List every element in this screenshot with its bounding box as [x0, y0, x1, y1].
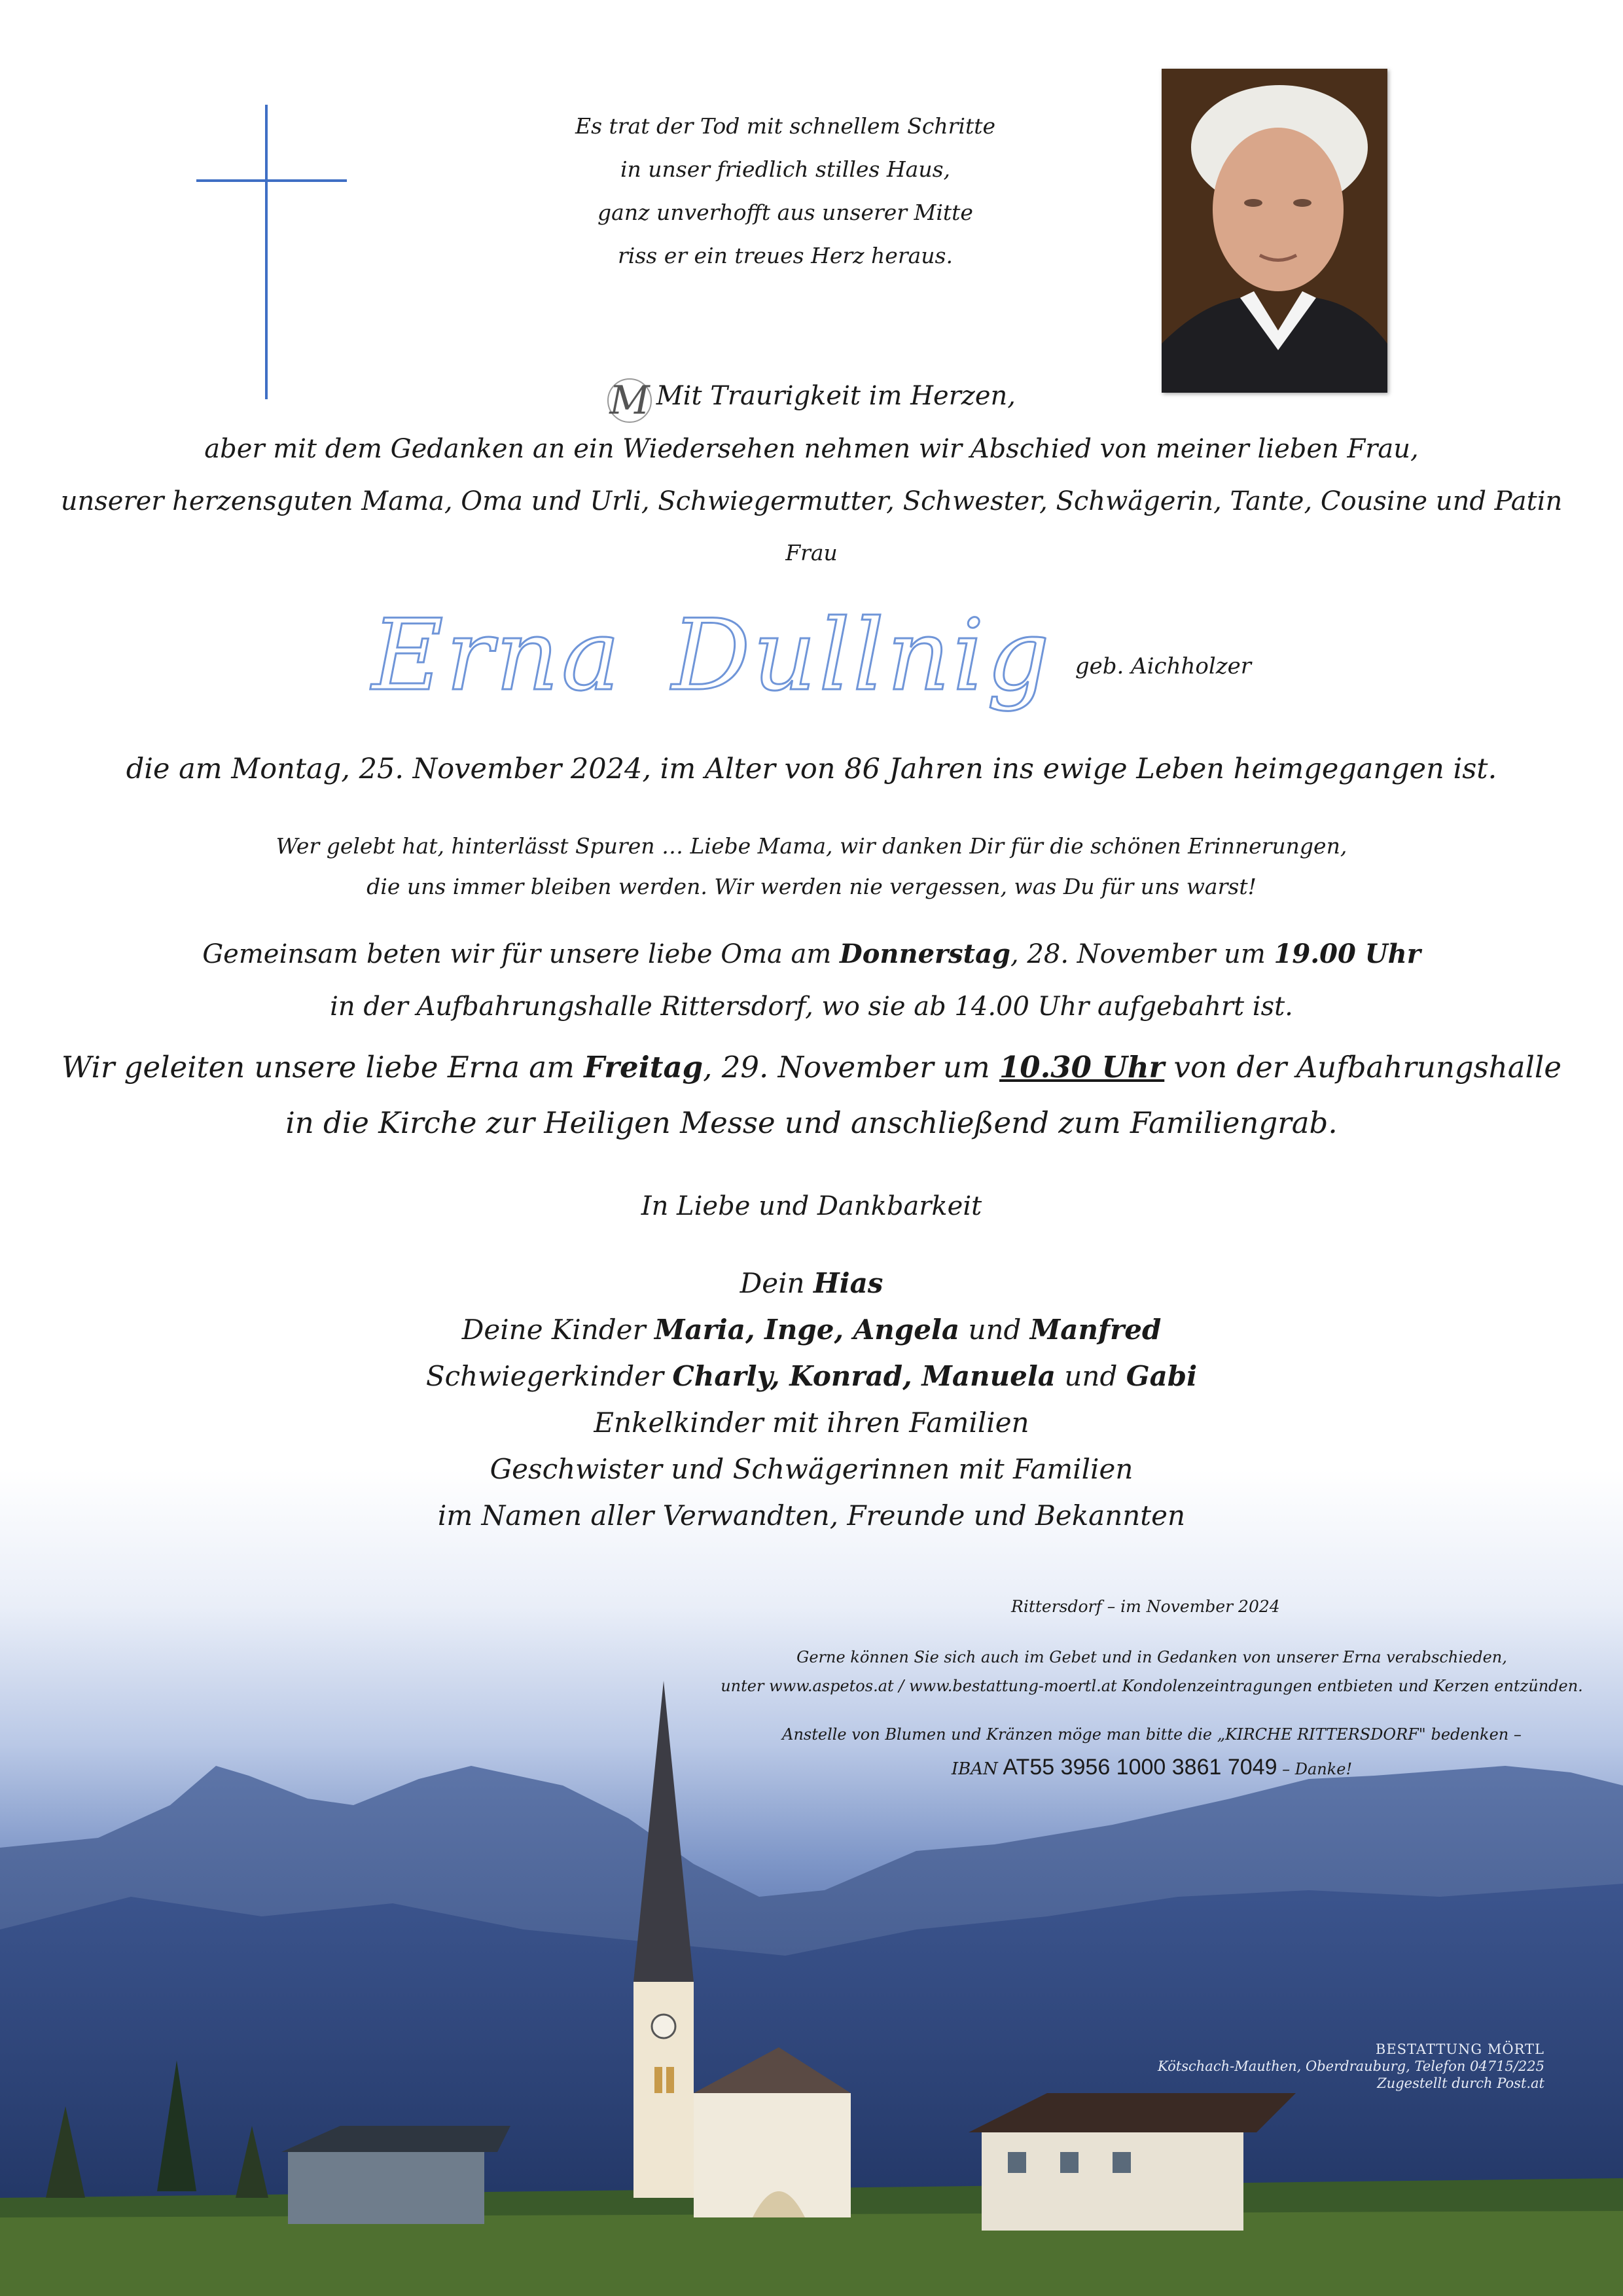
deceased-name	[0, 599, 1623, 713]
undertaker-address: Kötschach-Mauthen, Oberdrauburg, Telefon 04715/225	[1158, 2058, 1544, 2074]
family-name: Manfred	[1029, 1314, 1162, 1346]
cross-icon	[265, 105, 268, 399]
family-text: und	[1056, 1360, 1126, 1392]
family-name: Gabi	[1126, 1360, 1198, 1392]
family-others: im Namen aller Verwandten, Freunde und Bekannten	[437, 1499, 1186, 1532]
family-text: Deine Kinder	[461, 1314, 654, 1346]
last-name: Dullnig	[671, 599, 1052, 713]
poem-line: ganz unverhofft aus unserer Mitte	[597, 200, 973, 225]
family-children	[0, 1306, 1623, 1353]
funeral-line2: in die Kirche zur Heiligen Messe und anschließend zum Familiengrab.	[285, 1105, 1338, 1140]
family-spouse	[0, 1260, 1623, 1306]
family-list	[0, 1260, 1623, 1539]
funeral-day: Freitag	[584, 1050, 704, 1085]
undertaker-note: Zugestellt durch Post.at	[1377, 2075, 1544, 2091]
prayer-line2: in der Aufbahrungshalle Rittersdorf, wo sie ab 14.00 Uhr aufgebahrt ist.	[330, 992, 1293, 1022]
intro-line1-text: Mit Traurigkeit im Herzen,	[656, 381, 1016, 411]
intro-line3: unserer herzensguten Mama, Oma und Urli, Schwiegermutter, Schwester, Schwägerin, Tante, Cousine und Patin	[60, 486, 1563, 516]
family-siblings: Geschwister und Schwägerinnen mit Familien	[490, 1453, 1133, 1485]
death-notice: die am Montag, 25. November 2024, im Alter von 86 Jahren ins ewige Leben heimgegangen ist.	[126, 753, 1497, 785]
donation-thanks: – Danke!	[1277, 1760, 1353, 1778]
undertaker-name: BESTATTUNG MÖRTL	[1375, 2041, 1544, 2057]
closing: In Liebe und Dankbarkeit	[641, 1191, 982, 1221]
funeral-time: 10.30 Uhr	[999, 1050, 1165, 1085]
prayer-announcement	[0, 928, 1623, 1033]
family-text: Schwiegerkinder	[425, 1360, 673, 1392]
family-text: und	[959, 1314, 1030, 1346]
funeral-line1	[0, 1039, 1623, 1095]
place-date: Rittersdorf – im November 2024	[1011, 1597, 1280, 1616]
family-name: Charly, Konrad, Manuela	[672, 1360, 1056, 1392]
prayer-line1	[0, 928, 1623, 980]
poem-line: riss er ein treues Herz heraus.	[618, 243, 953, 268]
prayer-day: Donnerstag	[840, 939, 1010, 969]
intro-line2: aber mit dem Gedanken an ein Wiedersehen nehmen wir Abschied von meiner lieben Frau,	[204, 434, 1419, 464]
prayer-text: Gemeinsam beten wir für unsere liebe Oma am	[202, 939, 840, 969]
family-text: Dein	[740, 1267, 813, 1299]
funeral-text: von der Aufbahrungshalle	[1164, 1050, 1561, 1085]
portrait-illustration	[1162, 69, 1387, 393]
intro	[0, 370, 1623, 528]
iban-label: IBAN	[951, 1759, 998, 1779]
family-name: Maria, Inge, Angela	[654, 1314, 960, 1346]
prayer-time: 19.00 Uhr	[1274, 939, 1421, 969]
family-in-laws	[0, 1353, 1623, 1399]
first-name: Erna	[371, 599, 623, 713]
funeral-text: Wir geleiten unsere liebe Erna am	[62, 1050, 584, 1085]
iban-number: AT55 3956 1000 3861 7049	[1003, 1755, 1277, 1780]
condolence-note	[707, 1643, 1597, 1700]
portrait-photo	[1162, 69, 1387, 393]
condolence-line: unter www.aspetos.at / www.bestattung-moertl.at Kondolenzeintragungen entbieten und Kerzen entzünden.	[721, 1677, 1583, 1695]
undertaker	[1158, 2041, 1544, 2092]
quote-line: Wer gelebt hat, hinterlässt Spuren … Liebe Mama, wir danken Dir für die schönen Erinnerungen,	[276, 833, 1347, 859]
prayer-text: , 28. November um	[1010, 939, 1274, 969]
poem	[497, 105, 1073, 278]
quote-line: die uns immer bleiben werden. Wir werden nie vergessen, was Du für uns warst!	[366, 874, 1257, 899]
family-name: Hias	[813, 1267, 883, 1299]
salutation: Frau	[785, 540, 838, 565]
intro-line1	[0, 370, 1623, 423]
family-grandchildren: Enkelkinder mit ihren Familien	[594, 1407, 1029, 1439]
birth-name: geb. Aichholzer	[1075, 653, 1252, 679]
donation-line2	[707, 1751, 1597, 1785]
poem-line: in unser friedlich stilles Haus,	[620, 156, 950, 182]
poem-line: Es trat der Tod mit schnellem Schritte	[575, 113, 996, 139]
donation-note	[707, 1718, 1597, 1785]
quote	[0, 826, 1623, 907]
ornament-initial-icon: M	[607, 378, 652, 423]
donation-line1: Anstelle von Blumen und Kränzen möge man bitte die „KIRCHE RITTERSDORF" bedenken –	[782, 1725, 1522, 1744]
condolence-line: Gerne können Sie sich auch im Gebet und in Gedanken von unserer Erna verabschieden,	[796, 1648, 1507, 1666]
funeral-announcement	[0, 1039, 1623, 1151]
cross-icon-bar	[196, 179, 347, 182]
funeral-text: , 29. November um	[703, 1050, 999, 1085]
